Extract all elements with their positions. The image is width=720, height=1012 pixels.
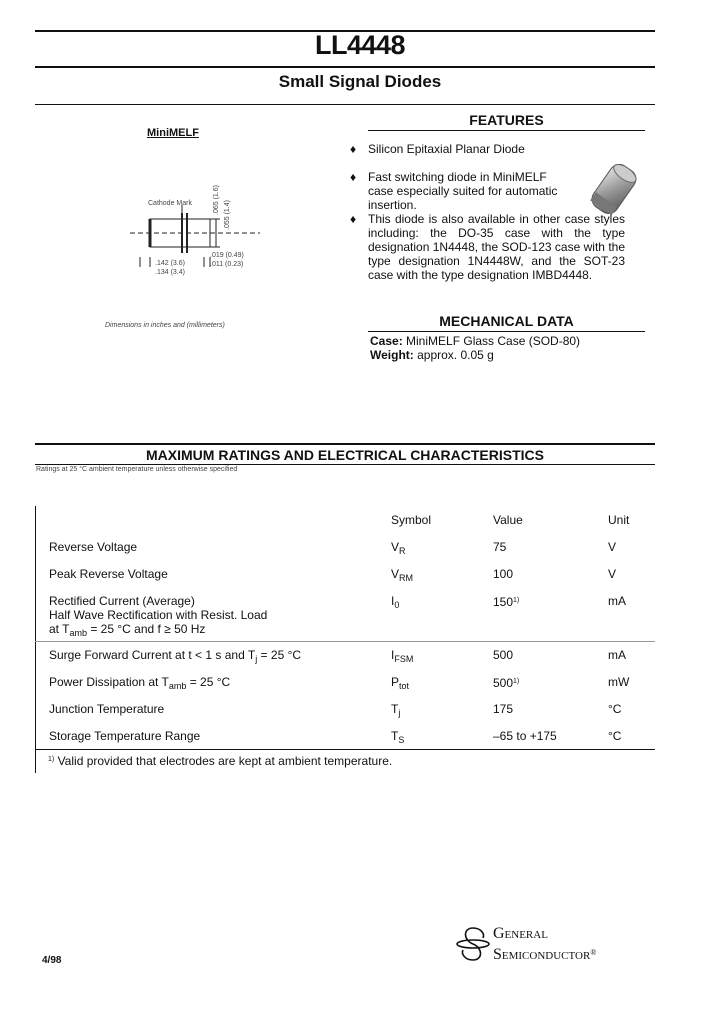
row-divider — [35, 641, 655, 642]
param-symbol: $V_R$ — [391, 540, 406, 556]
title-rule — [35, 66, 655, 68]
dim-width-2: .134 (3.4) — [155, 269, 185, 276]
minimelf-package-photo — [586, 160, 642, 218]
param-name: Surge Forward Current at t < 1 s and $T_j = 25$ °C — [49, 648, 302, 664]
table-left-border — [35, 506, 36, 773]
dim-cap-1: .019 (0.49) — [210, 252, 244, 259]
param-unit: mA — [608, 594, 626, 608]
param-symbol: $T_S$ — [391, 729, 405, 745]
param-unit: °C — [608, 702, 622, 716]
diamond-bullet-icon: ♦ — [350, 170, 357, 184]
col-value-header: Value — [493, 513, 523, 527]
feature-text: This diode is also available in other case styles including: the DO-35 case with the type designation 1N4448, the SOD-123 case with the type designation 1N4448W, and the SOT-23 case with the type designation IMBD4448. — [368, 212, 625, 282]
ratings-note: Ratings at 25 °C ambient temperature unless otherwise specified — [36, 466, 238, 473]
brand-line-1: General — [493, 925, 548, 942]
param-name: Rectified Current (Average) Half Wave Rectification with Resist. Load at $T_{amb} = 25$ °C and f ≥ 50 Hz — [49, 594, 268, 638]
table-bottom-rule — [35, 749, 655, 750]
page-subtitle: Small Signal Diodes — [278, 72, 442, 91]
weight-line — [370, 348, 494, 362]
weight-label: Weight: — [370, 348, 414, 362]
case-line — [370, 334, 580, 348]
param-unit: °C — [608, 729, 622, 743]
package-outline-drawing — [120, 195, 270, 285]
param-name: Junction Temperature — [49, 702, 165, 716]
brand-name — [493, 924, 596, 964]
param-symbol: $V_{RM}$ — [391, 567, 414, 583]
features-heading: FEATURES — [469, 112, 544, 128]
general-semiconductor-logo-icon — [455, 924, 491, 964]
param-value: 175 — [493, 702, 514, 716]
param-symbol: $I_0$ — [391, 594, 400, 610]
col-symbol-header: Symbol — [391, 513, 432, 527]
dimensions-caption: Dimensions in inches and (millimeters) — [105, 322, 225, 329]
part-number-title: LL4448 — [314, 30, 406, 60]
feature-text: Silicon Epitaxial Planar Diode — [368, 142, 525, 156]
diamond-bullet-icon: ♦ — [350, 142, 357, 156]
trademark: ® — [590, 948, 597, 957]
mechanical-heading: MECHANICAL DATA — [439, 313, 574, 329]
diamond-bullet-icon: ♦ — [350, 212, 357, 226]
param-symbol: $T_j$ — [391, 702, 401, 718]
mechanical-rule — [368, 331, 645, 332]
param-unit: V — [608, 540, 617, 554]
footnote: $^{1)}$ Valid provided that electrodes are kept at ambient temperature. — [48, 754, 393, 768]
param-unit: mA — [608, 648, 626, 662]
subtitle-rule — [35, 104, 655, 105]
col-unit-header: Unit — [608, 513, 630, 527]
dim-width-1: .142 (3.6) — [155, 260, 185, 267]
param-unit: V — [608, 567, 617, 581]
dim-cap-2: .011 (0.23) — [210, 261, 244, 268]
package-name: MiniMELF — [147, 127, 199, 139]
features-rule — [368, 130, 645, 131]
cathode-mark-label: Cathode Mark — [148, 200, 192, 207]
weight-value: approx. 0.05 g — [413, 348, 494, 362]
param-unit: mW — [608, 675, 630, 689]
feature-text: Fast switching diode in MiniMELF case especially suited for automatic insertion. — [368, 170, 558, 212]
ratings-top-rule — [35, 443, 655, 445]
param-value: 150$^{1)}$ — [493, 595, 520, 609]
case-value: MiniMELF Glass Case (SOD-80) — [402, 334, 581, 348]
param-name: Power Dissipation at $T_{amb} = 25$ °C — [49, 675, 231, 691]
brand-line-2: Semiconductor® — [493, 946, 597, 963]
param-value: 500$^{1)}$ — [493, 676, 520, 690]
param-symbol: $P_{tot}$ — [391, 675, 410, 691]
param-value: –65 to +175 — [493, 729, 557, 743]
param-name: Reverse Voltage — [49, 540, 138, 554]
param-name: Peak Reverse Voltage — [49, 567, 168, 581]
param-value: 100 — [493, 567, 514, 581]
param-symbol: $I_{FSM}$ — [391, 648, 414, 664]
ratings-heading: MAXIMUM RATINGS AND ELECTRICAL CHARACTERISTICS — [146, 447, 544, 463]
ratings-bottom-rule — [35, 464, 655, 465]
case-label: Case: — [370, 334, 403, 348]
param-value: 500 — [493, 648, 514, 662]
revision-date: 4/98 — [42, 955, 62, 966]
dim-diameter-1: .065 (1.6) — [213, 185, 220, 215]
dim-diameter-2: .055 (1.4) — [224, 200, 231, 230]
param-name: Storage Temperature Range — [49, 729, 201, 743]
param-value: 75 — [493, 540, 507, 554]
